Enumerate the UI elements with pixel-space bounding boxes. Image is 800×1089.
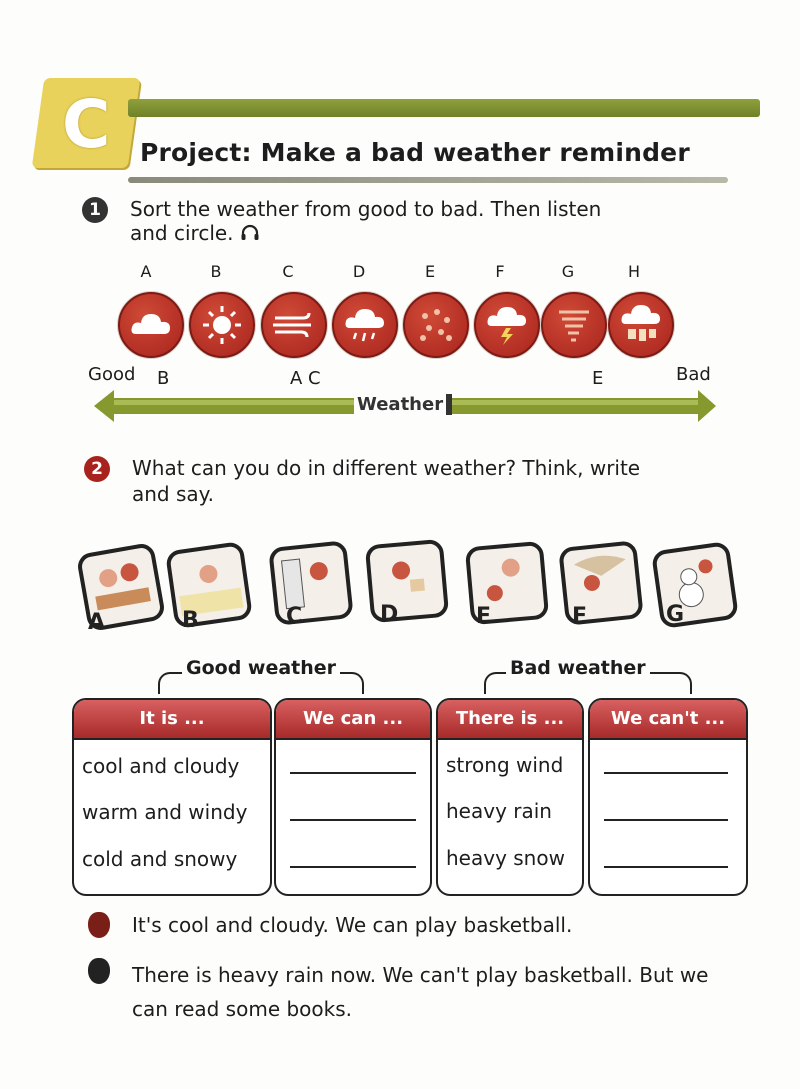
- wind-icon[interactable]: [261, 292, 327, 358]
- header-bar: [128, 99, 760, 117]
- question-1-text-line2: [130, 220, 260, 246]
- snow-icon[interactable]: [608, 292, 674, 358]
- question-2-text-line1: What can you do in different weather? Think, write: [132, 456, 641, 480]
- rain-icon[interactable]: [332, 292, 398, 358]
- option-letter-b: B: [210, 262, 222, 281]
- we-can-blank-3[interactable]: [290, 866, 416, 868]
- scale-good-label: Good: [88, 364, 136, 385]
- we-cant-blank-1[interactable]: [604, 772, 728, 774]
- hail-icon[interactable]: [403, 292, 469, 358]
- we-can-blank-1[interactable]: [290, 772, 416, 774]
- activity-letter-b: B: [182, 608, 199, 633]
- activity-picture-f[interactable]: [558, 540, 644, 626]
- activity-picture-c[interactable]: [268, 540, 354, 626]
- bad-row-3: heavy snow: [446, 846, 565, 870]
- column-there-is-header: There is ...: [438, 700, 582, 740]
- option-letter-g: G: [561, 262, 575, 281]
- activity-letter-d: D: [380, 602, 399, 627]
- option-letter-c: C: [282, 262, 294, 281]
- we-cant-blank-2[interactable]: [604, 819, 728, 821]
- bad-row-2: heavy rain: [446, 799, 552, 823]
- good-weather-label: Good weather: [182, 657, 340, 679]
- column-we-cant-header: We can't ...: [590, 700, 746, 740]
- option-letter-f: F: [495, 262, 505, 281]
- storm-icon[interactable]: [474, 292, 540, 358]
- headphones-icon[interactable]: [240, 224, 260, 242]
- scale-answer-b: B: [157, 368, 170, 389]
- activity-letter-c: C: [286, 604, 303, 629]
- scale-answer-e: E: [592, 368, 604, 389]
- column-it-is-header: It is ...: [74, 700, 270, 740]
- activity-letter-a: A: [88, 610, 106, 635]
- bad-row-1: strong wind: [446, 753, 564, 777]
- we-cant-blank-3[interactable]: [604, 866, 728, 868]
- question-1-number: 1: [82, 197, 108, 223]
- speaker-boy-icon: [88, 958, 110, 984]
- dialogue-line-2a: There is heavy rain now. We can't play basketball. But we: [132, 963, 709, 987]
- good-row-1: cool and cloudy: [82, 754, 240, 778]
- dialogue-line-1: It's cool and cloudy. We can play basketball.: [132, 913, 573, 937]
- bad-weather-label: Bad weather: [506, 657, 650, 679]
- column-we-can-header: We can ...: [276, 700, 430, 740]
- question-1-text-line2-label: and circle.: [130, 221, 234, 245]
- dialogue-line-2b: can read some books.: [132, 997, 353, 1021]
- activity-picture-g[interactable]: [651, 541, 739, 629]
- we-can-blank-2[interactable]: [290, 819, 416, 821]
- scale-bad-label: Bad: [676, 364, 711, 385]
- activity-picture-d[interactable]: [365, 539, 450, 624]
- activity-letter-e: E: [476, 604, 492, 629]
- scale-answer-ac: A C: [290, 368, 321, 389]
- sun-icon[interactable]: [189, 292, 255, 358]
- question-2-number: 2: [84, 456, 110, 482]
- option-letter-h: H: [627, 262, 641, 281]
- title-divider: [128, 177, 728, 183]
- option-letter-d: D: [352, 262, 366, 281]
- question-1-text-line1: Sort the weather from good to bad. Then listen: [130, 197, 602, 221]
- good-row-2: warm and windy: [82, 800, 248, 824]
- page-title: Project: Make a bad weather reminder: [140, 138, 690, 167]
- scale-axis-label: Weather: [354, 394, 452, 415]
- activity-letter-f: F: [572, 604, 588, 629]
- option-letter-a: A: [140, 262, 152, 281]
- speaker-girl-icon: [88, 912, 110, 938]
- activity-picture-b[interactable]: [165, 541, 253, 629]
- unit-badge-letter: C: [62, 86, 111, 163]
- question-2-text-line2: and say.: [132, 482, 215, 506]
- good-row-3: cold and snowy: [82, 847, 238, 871]
- tornado-icon[interactable]: [541, 292, 607, 358]
- option-letter-e: E: [424, 262, 436, 281]
- activity-letter-g: G: [666, 602, 685, 627]
- cloud-icon[interactable]: [118, 292, 184, 358]
